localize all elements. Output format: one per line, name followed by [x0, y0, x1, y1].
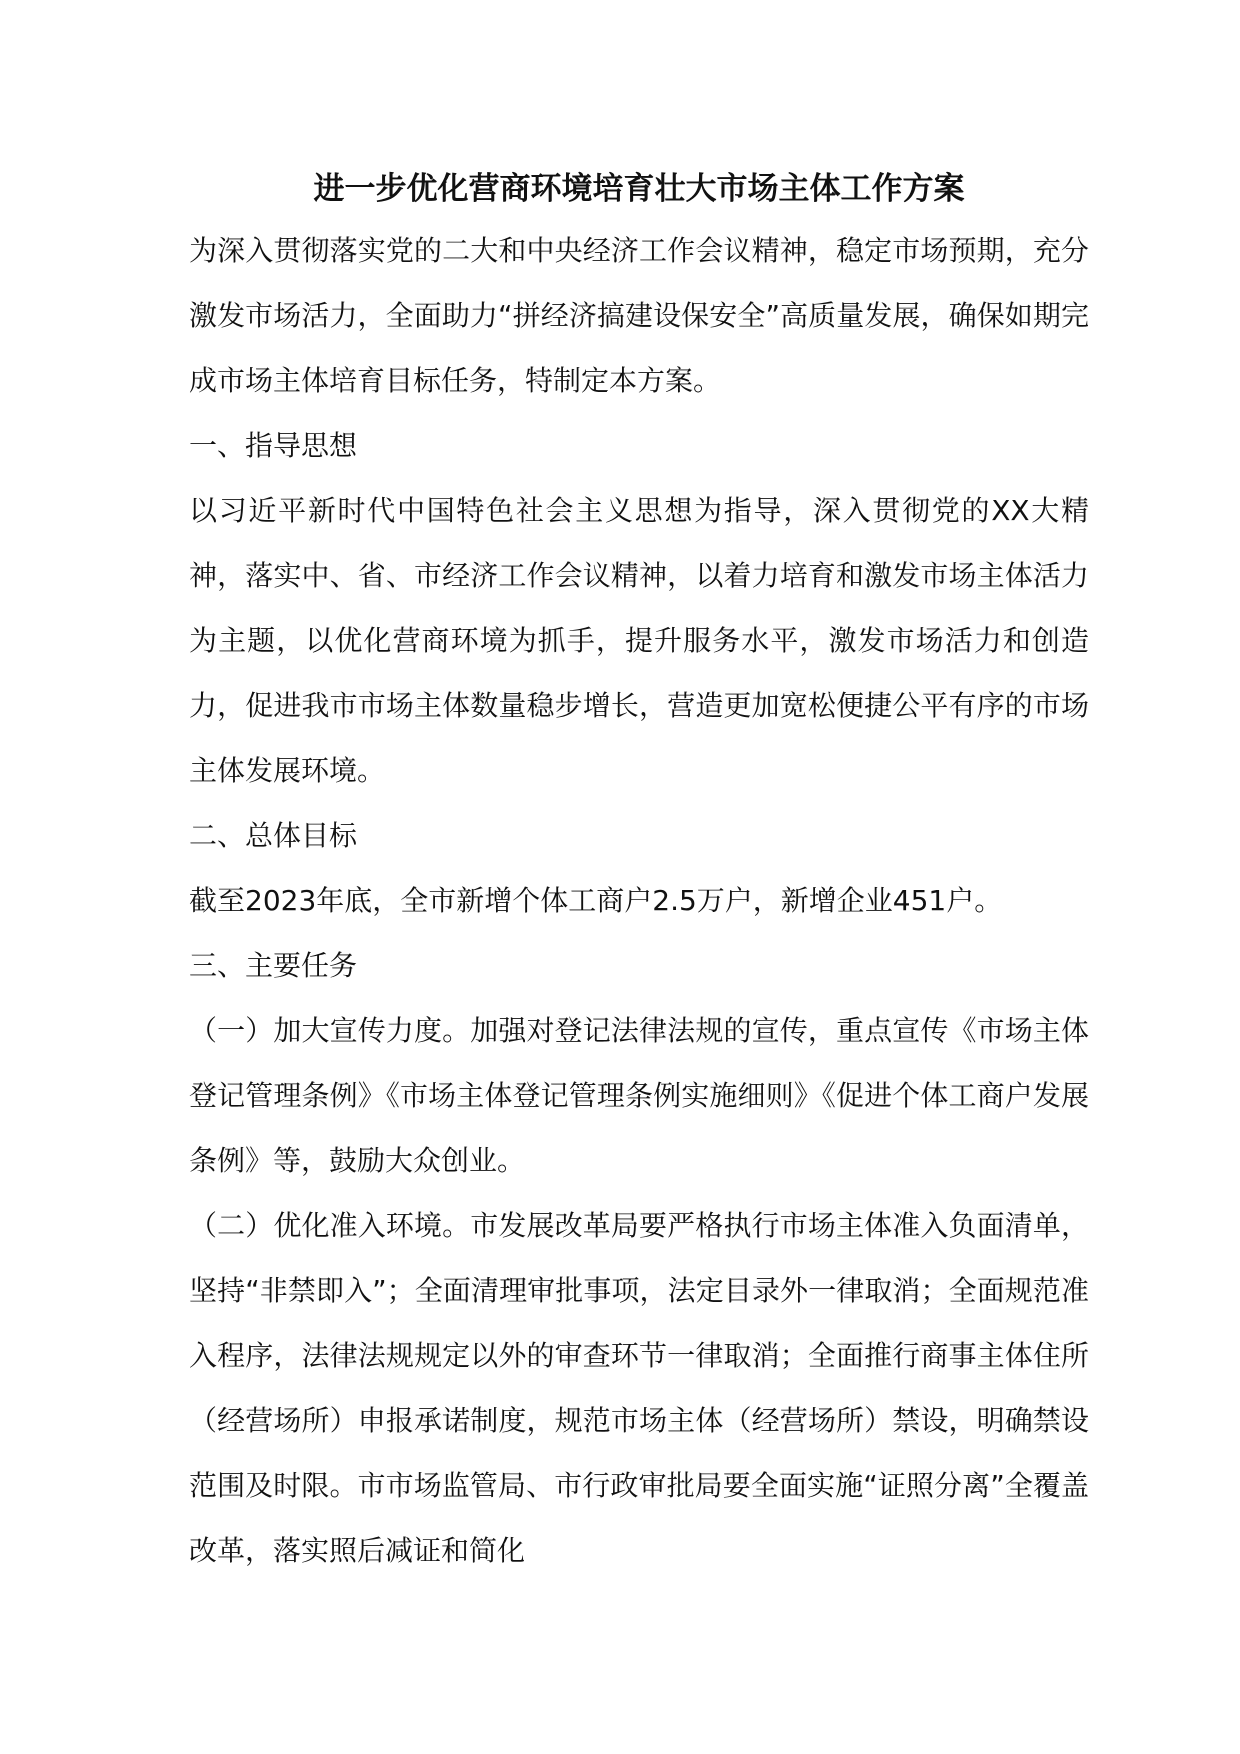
intro-paragraph: 为深入贯彻落实党的二大和中央经济工作会议精神，稳定市场预期，充分激发市场活力，全面助力“拼经济搞建设保安全”高质量发展，确保如期完成市场主体培育目标任务，特制定本方案。 — [189, 234, 1089, 397]
document-body — [189, 166, 1089, 1583]
guiding-ideology-paragraph: 以习近平新时代中国特色社会主义思想为指导，深入贯彻党的XX大精神，落实中、省、市经济工作会议精神，以着力培育和激发市场主体活力为主题，以优化营商环境为抓手，提升服务水平，激发市场活力和创造力，促进我市市场主体数量稳步增长，营造更加宽松便捷公平有序的市场主体发展环境。 — [189, 494, 1089, 787]
task-paragraph-market-access: （二）优化准入环境。市发展改革局要严格执行市场主体准入负面清单，坚持“非禁即入”；全面清理审批事项，法定目录外一律取消；全面规范准入程序，法律法规规定以外的审查环节一律取消；全面推行商事主体住所（经营场所）申报承诺制度，规范市场主体（经营场所）禁设，明确禁设范围及时限。市市场监管局、市行政审批局要全面实施“证照分离”全覆盖改革，落实照后减证和简化 — [189, 1209, 1089, 1567]
section-heading-guiding-ideology: 一、指导思想 — [189, 429, 358, 462]
document-title: 进一步优化营商环境培育壮大市场主体工作方案 — [313, 171, 965, 207]
section-heading-overall-goal: 二、总体目标 — [189, 819, 358, 852]
overall-goal-paragraph: 截至2023年底，全市新增个体工商户2.5万户，新增企业451户。 — [189, 884, 1003, 917]
section-heading-main-tasks: 三、主要任务 — [189, 949, 358, 982]
task-paragraph-publicity: （一）加大宣传力度。加强对登记法律法规的宣传，重点宣传《市场主体登记管理条例》《市场主体登记管理条例实施细则》《促进个体工商户发展条例》等，鼓励大众创业。 — [189, 1014, 1089, 1177]
